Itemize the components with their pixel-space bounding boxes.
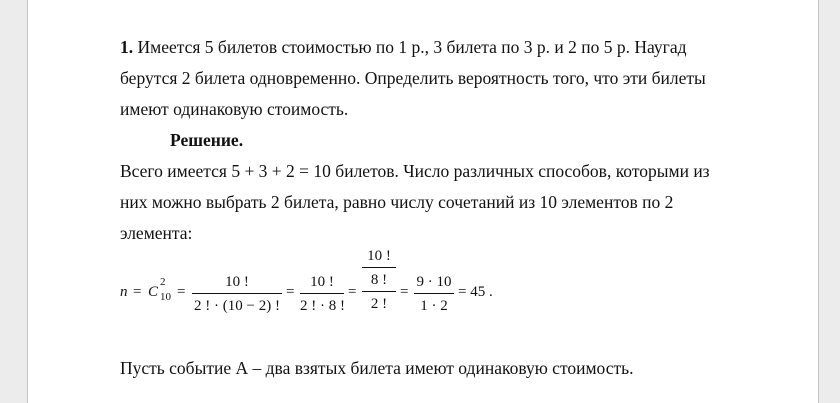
fraction-3-inner-bar [362,267,396,268]
fraction-2-numerator: 10 ! [310,274,334,290]
fraction-4 [414,273,454,315]
document-content [120,32,766,384]
solution-line-3-paragraph [120,218,766,249]
formula-eq-1: = [133,284,142,300]
solution-line-1-paragraph [120,156,766,187]
formula-eq-4: = [348,284,357,300]
fraction-4-bar [414,293,454,294]
formula-c-sup: 2 [160,276,166,288]
solution-line-3: элемента: [120,223,193,243]
fraction-2-denominator: 2 ! · 8 ! [300,298,345,314]
fraction-3-denominator: 2 ! [370,296,388,312]
problem-line-2-paragraph [120,63,766,94]
problem-line-3-paragraph [120,94,766,125]
fraction-2 [300,273,344,315]
formula-lhs: n [120,284,128,300]
formula-eq-3: = [286,284,295,300]
fraction-1-denominator: 2 ! · (10 − 2) ! [194,298,280,314]
formula-result: = 45 . [458,284,493,300]
fraction-3-inner [362,247,396,289]
problem-number: 1. [120,37,134,57]
formula-c-sub: 10 [160,291,171,303]
fraction-3-inner-denominator: 8 ! [370,272,388,288]
fraction-2-bar [300,293,344,294]
problem-line-1: Имеется 5 билетов стоимостью по 1 р., 3 билета по 3 р. и 2 по 5 р. Наугад [137,37,687,57]
problem-line-3: имеют одинаковую стоимость. [120,99,349,119]
solution-line-1: Всего имеется 5 + 3 + 2 = 10 билетов. Число различных способов, которыми из [120,161,710,181]
fraction-3-bar [362,291,396,292]
formula-c-base: C [148,284,159,300]
combination-formula [120,249,766,349]
solution-heading: Решение. [170,130,244,150]
problem-paragraph [120,32,766,63]
document-page [27,0,819,403]
formula-eq-5: = [400,284,409,300]
solution-line-2-paragraph [120,187,766,218]
formula-eq-2: = [177,284,186,300]
event-line: Пусть событие А – два взятых билета имеют одинаковую стоимость. [120,358,634,378]
fraction-3-inner-numerator: 10 ! [367,248,391,264]
solution-line-2: них можно выбрать 2 билета, равно числу сочетаний из 10 элементов по 2 [120,192,674,212]
fraction-4-denominator: 1 · 2 [420,298,448,314]
fraction-3 [362,247,396,313]
fraction-1-numerator: 10 ! [225,274,249,290]
fraction-1-bar [192,293,282,294]
event-paragraph [120,353,766,384]
fraction-4-numerator: 9 · 10 [416,274,452,290]
fraction-1 [192,273,282,315]
problem-line-2: берутся 2 билета одновременно. Определить вероятность того, что эти билеты [120,68,706,88]
